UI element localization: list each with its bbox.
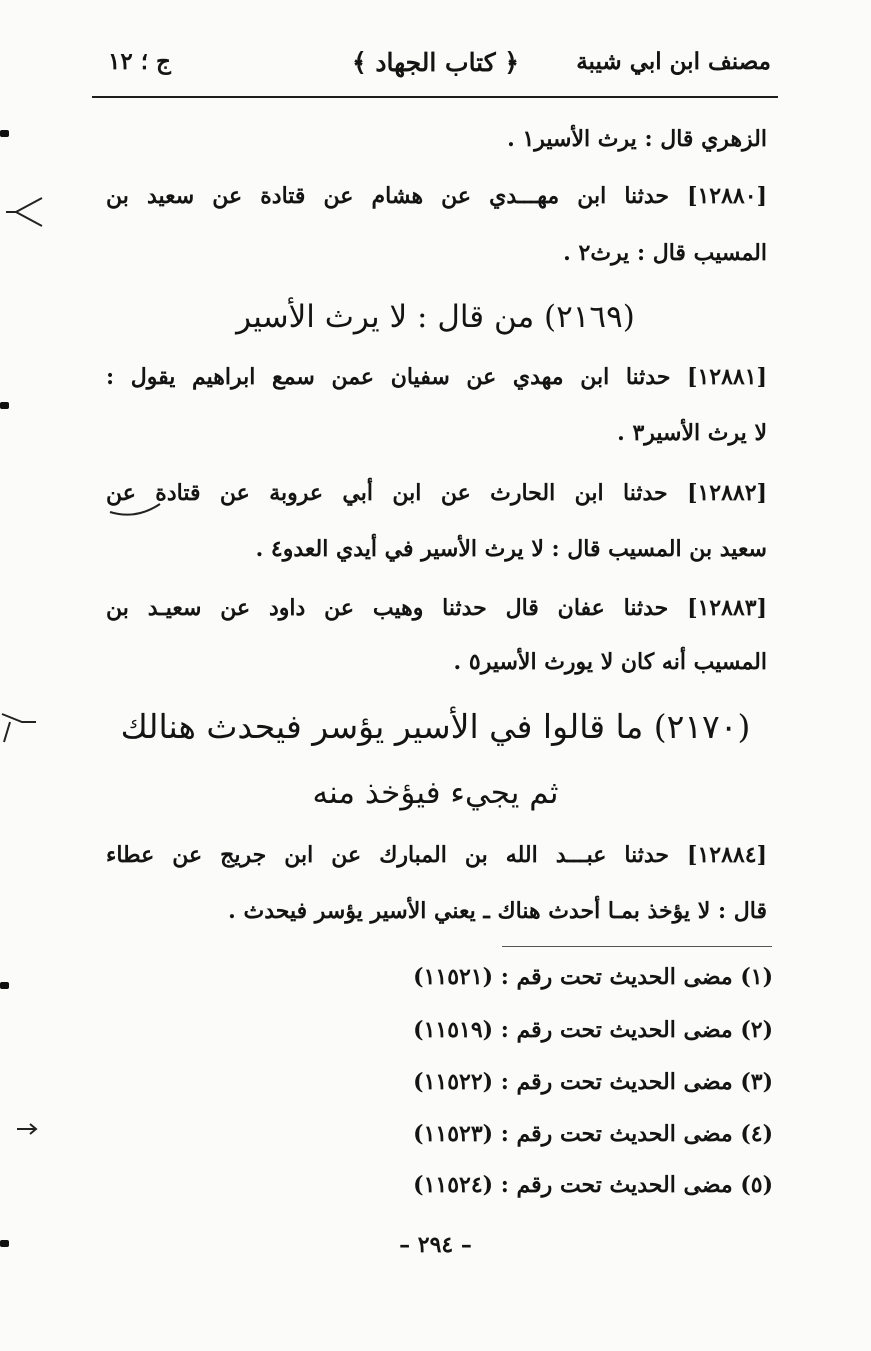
scan-mark	[0, 982, 9, 989]
scan-mark	[0, 130, 9, 137]
margin-arrow-mark	[4, 196, 46, 230]
text-line: الزهري قال : يرث الأسير١ .	[507, 126, 767, 152]
text-line: [١٢٨٨٤] حدثنا عبـــد الله بن المبارك عن ابن جريج عن عطاء	[106, 842, 767, 868]
text-line: لا يرث الأسير٣ .	[617, 420, 767, 446]
text-line: المسيب أنه كان لا يورث الأسير٥ .	[453, 649, 767, 675]
scan-mark	[0, 1240, 9, 1247]
ink-stroke-mark	[108, 490, 164, 520]
section-heading: (٢١٦٩) من قال : لا يرث الأسير	[236, 299, 635, 335]
text-line: قال : لا يؤخذ بمـا أحدث هناك ـ يعني الأسير يؤسر فيحدث .	[228, 898, 767, 924]
text-line: [١٢٨٨٢] حدثنا ابن الحارث عن ابن أبي عروبة عن قتادة عن	[106, 480, 767, 506]
section-heading: (٢١٧٠) ما قالوا في الأسير يؤسر فيحدث هنالك	[120, 707, 751, 746]
page-number: – ٢٩٤ –	[399, 1232, 472, 1258]
text-line: سعيد بن المسيب قال : لا يرث الأسير في أيدي العدو٤ .	[255, 536, 767, 562]
chapter-title: ﴿ كتاب الجهاد ﴾	[352, 48, 519, 77]
header-rule	[92, 96, 778, 98]
footnote: (٥) مضى الحديث تحت رقم : (١١٥٢٤)	[413, 1172, 773, 1198]
footnote: (٢) مضى الحديث تحت رقم : (١١٥١٩)	[413, 1017, 773, 1043]
scan-mark	[0, 402, 9, 409]
margin-arrow-mark	[16, 1122, 38, 1136]
text-line: [١٢٨٨٠] حدثنا ابن مهـــدي عن هشام عن قتادة عن سعيد بن	[106, 183, 767, 209]
margin-bracket-mark	[0, 708, 40, 748]
section-heading-continued: ثم يجيء فيؤخذ منه	[312, 775, 559, 811]
footnote: (١) مضى الحديث تحت رقم : (١١٥٢١)	[413, 964, 773, 990]
text-line: [١٢٨٨٣] حدثنا عفان قال حدثنا وهيب عن داود عن سعيـد بن	[106, 595, 767, 621]
volume-number: ج ؛ ١٢	[108, 48, 171, 75]
text-line: المسيب قال : يرث٢ .	[563, 240, 767, 266]
text-line: [١٢٨٨١] حدثنا ابن مهدي عن سفيان عمن سمع ابراهيم يقول :	[106, 364, 767, 390]
footnote-rule	[502, 946, 772, 947]
book-title: مصنف ابن ابي شيبة	[576, 48, 771, 75]
footnote: (٤) مضى الحديث تحت رقم : (١١٥٢٣)	[413, 1121, 773, 1147]
footnote: (٣) مضى الحديث تحت رقم : (١١٥٢٢)	[413, 1069, 773, 1095]
